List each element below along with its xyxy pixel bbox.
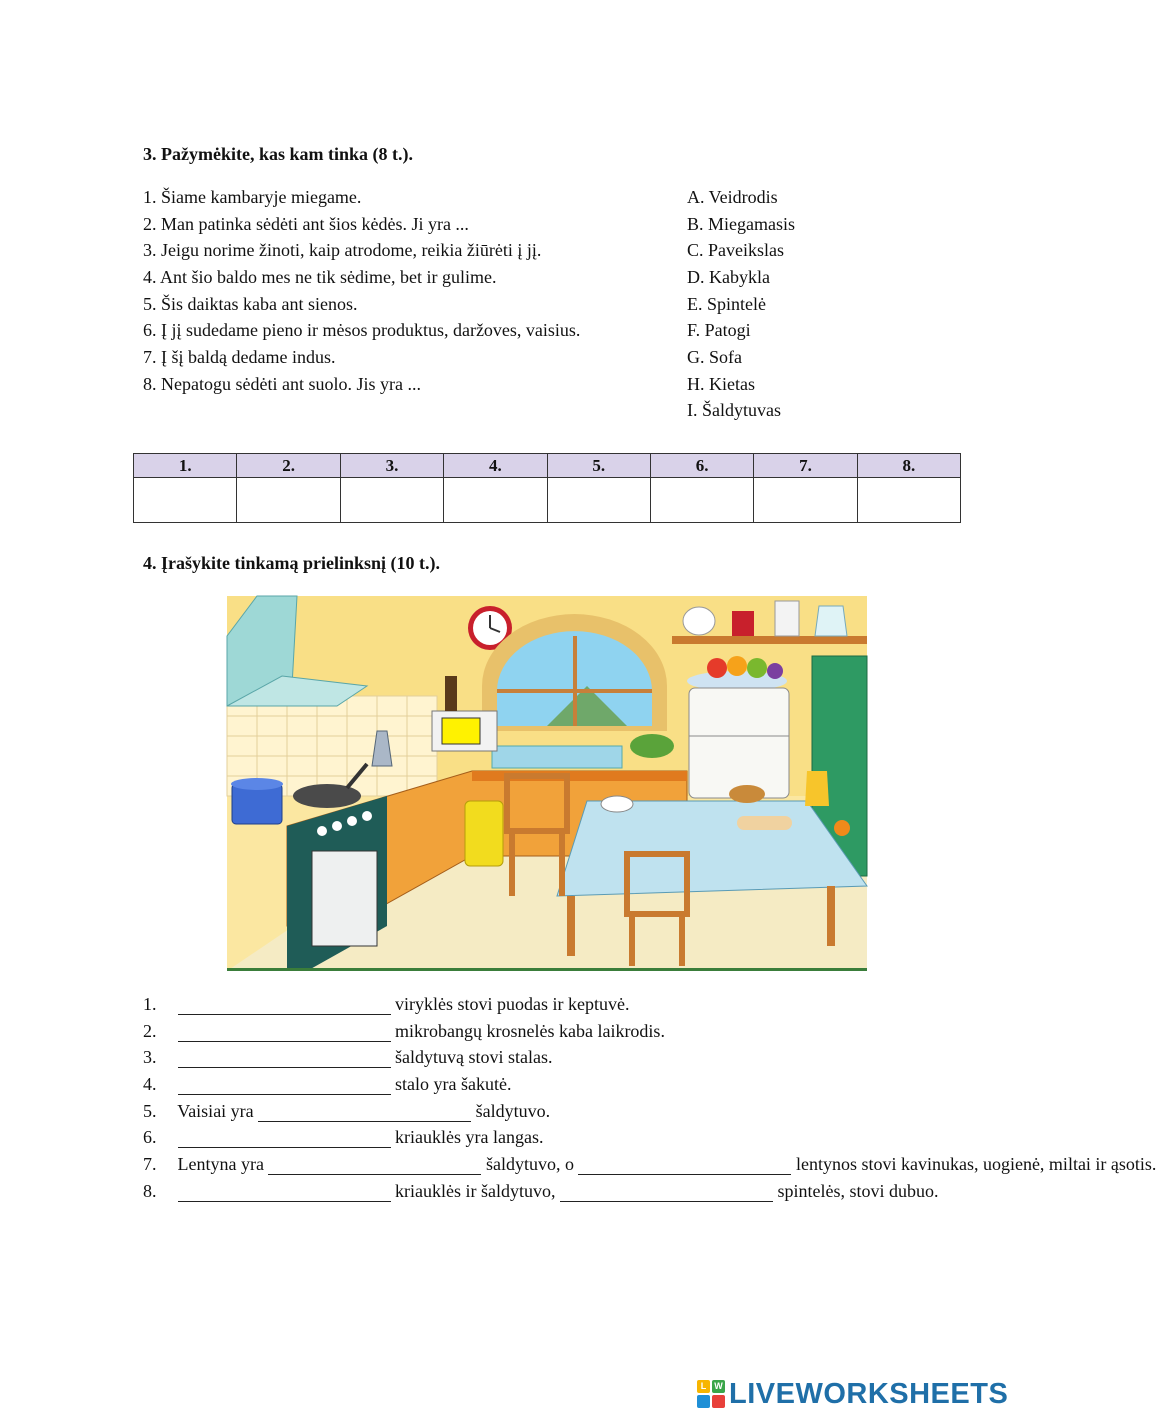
fill-item-7 bbox=[143, 1154, 1156, 1175]
item-text: kriauklės ir šaldytuvo, bbox=[390, 1181, 560, 1201]
table-header-8: 8. bbox=[857, 454, 960, 478]
item-text: kriauklės yra langas. bbox=[390, 1127, 544, 1147]
item-number: 1. bbox=[143, 994, 157, 1014]
item-text: lentynos stovi kavinukas, uogienė, miltai ir ąsotis. bbox=[791, 1154, 1156, 1174]
microwave-icon bbox=[432, 711, 497, 751]
answer-a: A. Veidrodis bbox=[687, 187, 778, 207]
logo-cube bbox=[697, 1395, 710, 1408]
juice-bottle-icon bbox=[805, 771, 829, 806]
answer-cell-5[interactable] bbox=[547, 478, 650, 523]
shelf bbox=[672, 636, 867, 644]
answer-h: H. Kietas bbox=[687, 374, 755, 394]
item-text: Lentyna yra bbox=[177, 1154, 269, 1174]
fill-item-8 bbox=[143, 1181, 938, 1202]
trash-bin-icon bbox=[465, 801, 503, 866]
item-text: šaldytuvo, o bbox=[481, 1154, 579, 1174]
answer-i: I. Šaldytuvas bbox=[687, 400, 781, 420]
logo-text: LIVEWORKSHEETS bbox=[729, 1377, 1009, 1410]
table-header-6: 6. bbox=[650, 454, 753, 478]
answer-f: F. Patogi bbox=[687, 320, 751, 340]
bread-icon bbox=[737, 816, 792, 830]
blank-input-7b[interactable] bbox=[578, 1154, 791, 1175]
fill-item-1 bbox=[143, 994, 629, 1015]
table-header-5: 5. bbox=[547, 454, 650, 478]
flour-icon bbox=[775, 601, 799, 636]
exercise4-title: 4. Įrašykite tinkamą prielinksnį (10 t.). bbox=[143, 553, 441, 573]
cup-icon bbox=[601, 796, 633, 812]
item-text: mikrobangų krosnelės kaba laikrodis. bbox=[390, 1021, 665, 1041]
item-number: 7. bbox=[143, 1154, 157, 1174]
stove-icon bbox=[287, 796, 387, 971]
table-header-1: 1. bbox=[134, 454, 237, 478]
blank-input-1[interactable] bbox=[178, 994, 391, 1015]
item-text: stalo yra šakutė. bbox=[390, 1074, 512, 1094]
salad-bowl-icon bbox=[630, 734, 674, 758]
answer-cell-6[interactable] bbox=[650, 478, 753, 523]
blank-input-4[interactable] bbox=[178, 1074, 391, 1095]
answer-table bbox=[133, 453, 961, 523]
item-number: 6. bbox=[143, 1127, 157, 1147]
answer-cell-3[interactable] bbox=[340, 478, 443, 523]
bottle-icon bbox=[445, 676, 457, 711]
logo-cubes-icon bbox=[697, 1380, 725, 1408]
fill-item-5 bbox=[143, 1101, 550, 1122]
question-3: 3. Jeigu norime žinoti, kaip atrodome, reikia žiūrėti į jį. bbox=[143, 240, 542, 260]
item-text: viryklės stovi puodas ir keptuvė. bbox=[390, 994, 630, 1014]
answer-g: G. Sofa bbox=[687, 347, 742, 367]
question-6: 6. Į jį sudedame pieno ir mėsos produktus, daržoves, vaisius. bbox=[143, 320, 581, 340]
answer-c: C. Paveikslas bbox=[687, 240, 784, 260]
liveworksheets-logo bbox=[697, 1378, 1008, 1410]
table-header-2: 2. bbox=[237, 454, 340, 478]
fridge bbox=[689, 688, 789, 798]
item-number: 4. bbox=[143, 1074, 157, 1094]
question-8: 8. Nepatogu sėdėti ant suolo. Jis yra ... bbox=[143, 374, 421, 394]
table-header-4: 4. bbox=[444, 454, 547, 478]
kettle-icon bbox=[683, 607, 715, 635]
table-header-3: 3. bbox=[340, 454, 443, 478]
table-header-7: 7. bbox=[754, 454, 857, 478]
blank-input-7a[interactable] bbox=[268, 1154, 481, 1175]
fill-item-4 bbox=[143, 1074, 511, 1095]
answer-b: B. Miegamasis bbox=[687, 214, 795, 234]
question-2: 2. Man patinka sėdėti ant šios kėdės. Ji yra ... bbox=[143, 214, 469, 234]
burger-icon bbox=[729, 785, 765, 803]
kitchen-illustration bbox=[227, 596, 867, 971]
logo-cube: W bbox=[712, 1380, 725, 1393]
jug-icon bbox=[815, 606, 847, 636]
blank-input-6[interactable] bbox=[178, 1127, 391, 1148]
blank-input-2[interactable] bbox=[178, 1021, 391, 1042]
question-1: 1. Šiame kambaryje miegame. bbox=[143, 187, 362, 207]
question-4: 4. Ant šio baldo mes ne tik sėdime, bet ir gulime. bbox=[143, 267, 497, 287]
item-number: 5. bbox=[143, 1101, 157, 1121]
item-text: spintelės, stovi dubuo. bbox=[772, 1181, 939, 1201]
fill-item-6 bbox=[143, 1127, 543, 1148]
blank-input-3[interactable] bbox=[178, 1047, 391, 1068]
blank-input-8a[interactable] bbox=[178, 1181, 391, 1202]
logo-cube: L bbox=[697, 1380, 710, 1393]
fill-item-3 bbox=[143, 1047, 552, 1068]
orange-icon bbox=[834, 820, 850, 836]
item-number: 2. bbox=[143, 1021, 157, 1041]
fill-item-2 bbox=[143, 1021, 665, 1042]
item-number: 3. bbox=[143, 1047, 157, 1067]
answer-cell-4[interactable] bbox=[444, 478, 547, 523]
answer-cell-1[interactable] bbox=[134, 478, 237, 523]
answer-d: D. Kabykla bbox=[687, 267, 770, 287]
answer-cell-2[interactable] bbox=[237, 478, 340, 523]
question-5: 5. Šis daiktas kaba ant sienos. bbox=[143, 294, 358, 314]
blank-input-8b[interactable] bbox=[560, 1181, 773, 1202]
pot-icon bbox=[231, 778, 283, 824]
exercise3-title: 3. Pažymėkite, kas kam tinka (8 t.). bbox=[143, 144, 413, 164]
item-text: šaldytuvą stovi stalas. bbox=[390, 1047, 553, 1067]
blank-input-5[interactable] bbox=[258, 1101, 471, 1122]
item-text: Vaisiai yra bbox=[177, 1101, 259, 1121]
item-text: šaldytuvo. bbox=[471, 1101, 551, 1121]
answer-cell-7[interactable] bbox=[754, 478, 857, 523]
question-7: 7. Į šį baldą dedame indus. bbox=[143, 347, 336, 367]
logo-cube bbox=[712, 1395, 725, 1408]
jam-jar-icon bbox=[732, 611, 754, 636]
answer-e: E. Spintelė bbox=[687, 294, 766, 314]
sink bbox=[492, 746, 622, 768]
item-number: 8. bbox=[143, 1181, 157, 1201]
answer-cell-8[interactable] bbox=[857, 478, 960, 523]
